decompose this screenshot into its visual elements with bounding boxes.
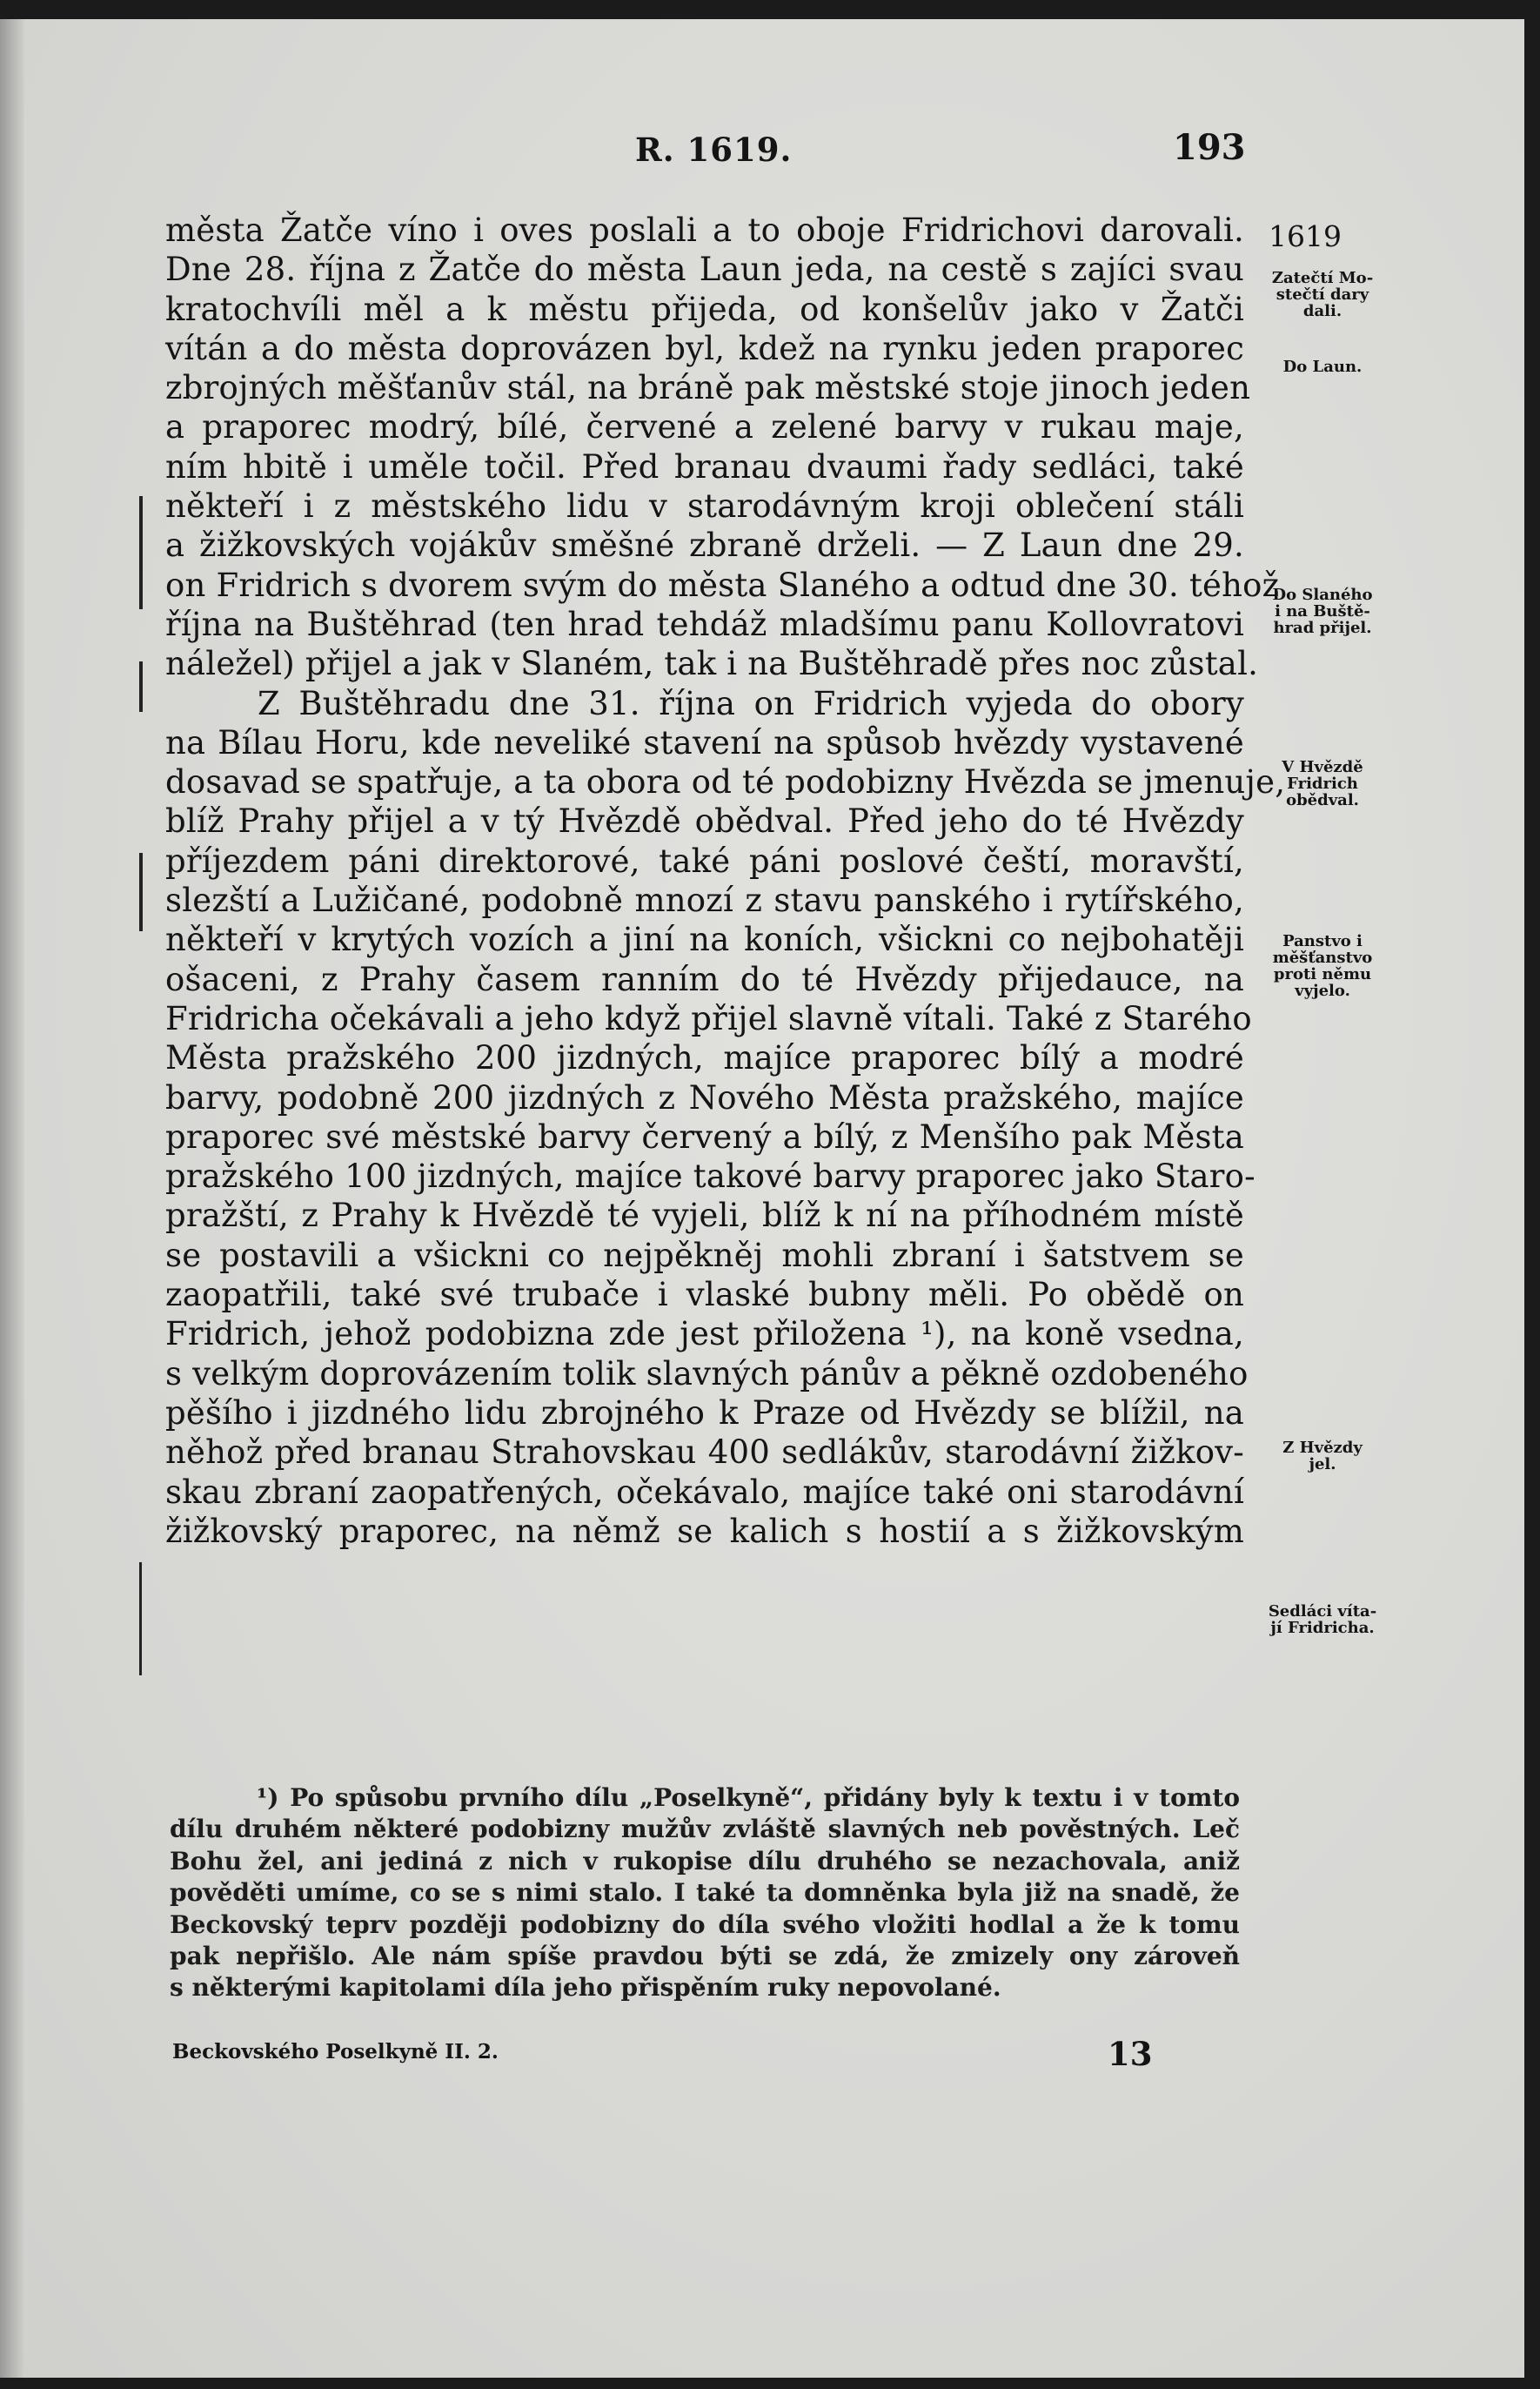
text-line: barvy, podobně 200 jizdných z Nového Města pražského, majíce: [165, 1078, 1244, 1117]
text-line: blíž Prahy přijel a v tý Hvězdě obědval. Před jeho do té Hvězdy: [165, 802, 1244, 841]
text-line: vítán a do města doprovázen byl, kdež na rynku jeden praporec: [165, 329, 1244, 367]
page-number: 193: [1173, 127, 1246, 168]
text-line: zaopatřili, také své trubače i vlaské bubny měli. Po obědě on: [165, 1276, 1244, 1314]
margin-bracket: [139, 661, 143, 712]
text-line: na Bílau Horu, kde neveliké stavení na spůsob hvězdy vystavené: [165, 723, 1244, 762]
text-line: Fridrich, jehož podobizna zde jest přiložena ¹), na koně vsedna,: [165, 1315, 1244, 1353]
text-line: kratochvíli měl a k městu přijeda, od konšelův jako v Žatči: [165, 290, 1244, 328]
footnote: [170, 1782, 1240, 2004]
footnote-line: ¹) Po spůsobu prvního dílu „Poselkyně“, přidány byly k textu i v tomto: [257, 1783, 1240, 1812]
margin-note: Do Slaného i na Buště- hrad přijel.: [1272, 586, 1373, 637]
margin-bracket: [139, 496, 143, 609]
signature-title: Beckovského Poselkyně II. 2.: [172, 2040, 499, 2064]
margin-note: V Hvězdě Fridrich obědval.: [1282, 758, 1363, 809]
text-line: Dne 28. října z Žatče do města Laun jeda, na cestě s zajíci svau: [165, 251, 1244, 289]
text-line: Fridricha očekávali a jeho když přijel slavně vítali. Také z Starého: [165, 999, 1252, 1037]
footnote-line: pověděti umíme, co se s nimi stalo. I také ta domněnka byla již na snadě, že: [170, 1878, 1240, 1908]
text-line: někteří v krytých vozích a jiní na koních, všickni co nejbohatěji: [165, 921, 1244, 959]
footnote-line: pak nepřišlo. Ale nám spíše pravdou býti se zdá, že zmizely ony zároveň: [170, 1941, 1240, 1970]
text-line: slezští a Lužičané, podobně mnozí z stavu panského i rytířského,: [165, 882, 1244, 920]
text-line: Z Buštěhradu dne 31. října on Fridrich vyjeda do obory: [258, 684, 1244, 722]
text-line: příjezdem páni direktorové, také páni poslové čeští, moravští,: [165, 842, 1244, 880]
footnote-line: Beckovský teprv později podobizny do díla svého vložiti hodlal a že k tomu: [170, 1909, 1240, 1939]
text-line: náležel) přijel a jak v Slaném, tak i na Buštěhradě přes noc zůstal.: [165, 645, 1259, 683]
footnote-line: Bohu žel, ani jediná z nich v rukopise dílu druhého se nezachovala, aniž: [170, 1846, 1240, 1876]
text-line: s velkým doprovázením tolik slavných pánův a pěkně ozdobeného: [165, 1354, 1249, 1392]
text-line: zbrojných měšťanův stál, na bráně pak městské stoje jinoch jeden: [165, 369, 1251, 407]
text-line: se postavili a všickni co nejpěkněj mohli zbraní i šatstvem se: [165, 1236, 1244, 1274]
margin-note: Zatečtí Mo- stečtí dary dali.: [1271, 269, 1374, 320]
text-line: žižkovský praporec, na němž se kalich s hostií a s žižkovským: [165, 1512, 1244, 1550]
text-line: a praporec modrý, bílé, červené a zelené barvy v rukau maje,: [165, 408, 1244, 446]
text-line: něhož před branau Strahovskau 400 sedlákův, starodávní žižkov-: [165, 1433, 1244, 1472]
text-line: města Žatče víno i oves poslali a to oboje Fridrichovi darovali.: [165, 211, 1244, 249]
text-line: ním hbitě i uměle točil. Před branau dvaumi řady sedláci, také: [165, 447, 1244, 486]
page-edge-shadow: [0, 19, 24, 2378]
running-head: R. 1619.: [635, 131, 793, 169]
text-line: někteří i z městského lidu v starodávným kroji oblečení stáli: [165, 487, 1244, 526]
footnote-line: dílu druhém některé podobizny mužův zvláště slavných neb pověstných. Leč: [170, 1815, 1240, 1844]
margin-note: Sedláci víta- jí Fridricha.: [1268, 1602, 1377, 1637]
text-line: pražského 100 jizdných, majíce takové barvy praporec jako Staro-: [165, 1158, 1255, 1196]
margin-year: 1619: [1269, 219, 1342, 253]
text-line: ošaceni, z Prahy časem ranním do té Hvězdy přijedauce, na: [165, 960, 1244, 998]
text-line: dosavad se spatřuje, a ta obora od té podobizny Hvězda se jmenuje,: [165, 763, 1286, 802]
margin-note: Panstvo i měšťanstvo proti němu vyjelo.: [1272, 932, 1373, 1000]
footnote-line: s některými kapitolami díla jeho přispěním ruky nepovolané.: [170, 1973, 1001, 2003]
page-header: [0, 127, 1540, 183]
text-line: a žižkovských vojákův směšné zbraně drželi. — Z Laun dne 29.: [165, 527, 1244, 565]
text-line: pražští, z Prahy k Hvězdě té vyjeli, blíž k ní na příhodném místě: [165, 1197, 1244, 1235]
margin-bracket: [139, 853, 143, 931]
text-line: praporec své městské barvy červený a bílý, z Menšího pak Města: [165, 1117, 1244, 1156]
signature-number: 13: [1108, 2035, 1153, 2073]
text-line: pěšího i jizdného lidu zbrojného k Praze od Hvězdy se blížil, na: [165, 1393, 1244, 1432]
text-line: října na Buštěhrad (ten hrad tehdáž mladšímu panu Kollovratovi: [165, 605, 1244, 643]
main-text: [165, 211, 1286, 1551]
text-line: Města pražského 200 jizdných, majíce praporec bílý a modré: [165, 1039, 1244, 1077]
text-line: skau zbraní zaopatřených, očekávalo, majíce také oni starodávní: [165, 1473, 1244, 1511]
margin-note: Do Laun.: [1282, 358, 1363, 376]
text-line: on Fridrich s dvorem svým do města Slaného a odtud dne 30. téhož: [165, 566, 1280, 604]
margin-note: Z Hvězdy jel.: [1282, 1439, 1363, 1473]
margin-bracket: [139, 1562, 142, 1675]
printer-signature: [172, 2035, 1242, 2073]
